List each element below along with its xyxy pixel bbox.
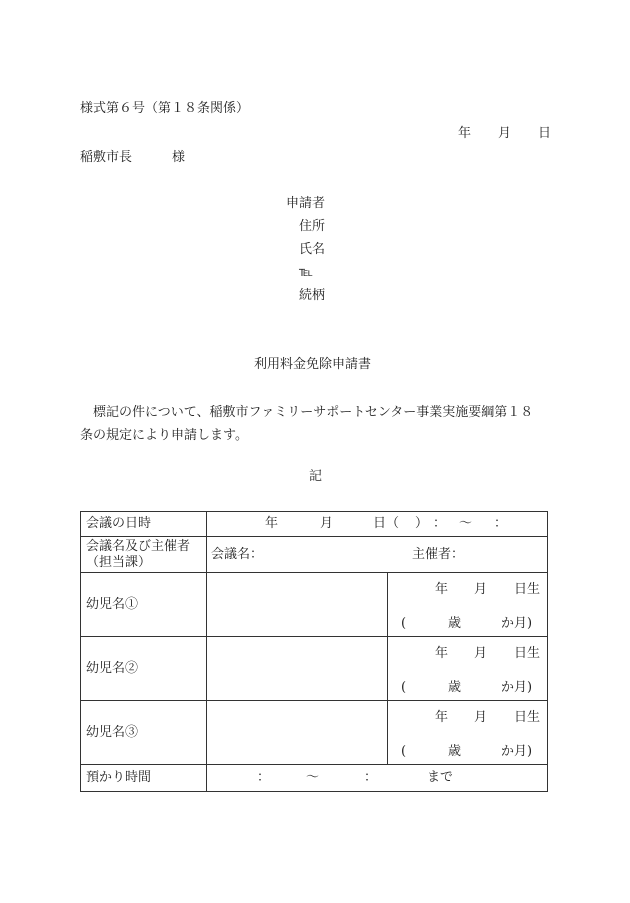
child-1-name-field[interactable] bbox=[207, 573, 388, 637]
custody-until: まで bbox=[427, 770, 454, 785]
form-number: 様式第６号（第１８条関係） bbox=[80, 101, 250, 116]
custody-time-label: 預かり時間 bbox=[86, 770, 152, 785]
body-text-line1: 標記の件について、稲敷市ファミリーサポートセンター事業実施要綱第１８ bbox=[93, 405, 534, 420]
child-1-open-paren: ( bbox=[401, 616, 407, 631]
custody-time-field[interactable] bbox=[207, 765, 548, 792]
child-2-months: か月) bbox=[501, 680, 533, 695]
child-3-months: か月) bbox=[501, 744, 533, 759]
child-3-birth: 日生 bbox=[514, 710, 541, 725]
child-3-birthdate-field[interactable] bbox=[388, 701, 548, 765]
child-3-name-field[interactable] bbox=[207, 701, 388, 765]
child-2-label: 幼児名② bbox=[86, 660, 139, 676]
meeting-start-colon: ： bbox=[433, 516, 447, 531]
child-row bbox=[81, 701, 548, 765]
child-1-age: 歳 bbox=[448, 616, 462, 631]
applicant-tel-label: ℡ bbox=[299, 265, 313, 280]
meeting-weekday-close: ） bbox=[415, 516, 429, 531]
meeting-month-label: 月 bbox=[320, 516, 334, 531]
meeting-tilde: ～ bbox=[459, 516, 473, 531]
child-2-year: 年 bbox=[435, 646, 449, 661]
date-day-label: 日 bbox=[538, 126, 552, 141]
child-row bbox=[81, 573, 548, 637]
child-3-age: 歳 bbox=[448, 744, 462, 759]
meeting-datetime-field[interactable] bbox=[207, 512, 548, 537]
date-year-label: 年 bbox=[458, 126, 472, 141]
child-2-birth: 日生 bbox=[514, 646, 541, 661]
child-1-birth: 日生 bbox=[514, 582, 541, 597]
meeting-datetime-row bbox=[81, 512, 548, 537]
child-2-open-paren: ( bbox=[401, 680, 407, 695]
meeting-end-colon: ： bbox=[494, 516, 508, 531]
child-2-name-field[interactable] bbox=[207, 637, 388, 701]
child-3-open-paren: ( bbox=[401, 744, 407, 759]
applicant-name-label: 氏名 bbox=[299, 242, 326, 257]
body-text-line2: 条の規定により申請します。 bbox=[80, 428, 248, 443]
child-1-months: か月) bbox=[501, 616, 533, 631]
document-title: 利用料金免除申請書 bbox=[254, 357, 372, 372]
meeting-name-field[interactable] bbox=[207, 537, 548, 573]
addressee: 稲敷市長 bbox=[80, 150, 133, 165]
custody-start-colon: ： bbox=[257, 770, 271, 785]
custody-end-colon: ： bbox=[364, 770, 378, 785]
custody-tilde: ～ bbox=[306, 770, 320, 785]
child-2-age: 歳 bbox=[448, 680, 462, 695]
addressee-suffix: 様 bbox=[172, 150, 186, 165]
meeting-name-label-line1: 会議名及び主催者 bbox=[86, 538, 191, 554]
child-1-birthdate-field[interactable] bbox=[388, 573, 548, 637]
meeting-name-caption: 会議名： bbox=[211, 547, 264, 562]
date-month-label: 月 bbox=[498, 126, 512, 141]
child-row bbox=[81, 637, 548, 701]
applicant-address-label: 住所 bbox=[299, 219, 326, 234]
form-table bbox=[80, 511, 548, 792]
child-3-year: 年 bbox=[435, 710, 449, 725]
child-1-year: 年 bbox=[435, 582, 449, 597]
child-1-label: 幼児名① bbox=[86, 596, 139, 612]
meeting-day-label: 日（ bbox=[373, 516, 400, 531]
applicant-relationship-label: 続柄 bbox=[299, 288, 326, 303]
meeting-year-label: 年 bbox=[265, 516, 279, 531]
meeting-name-row bbox=[81, 537, 548, 573]
ki-heading: 記 bbox=[309, 469, 323, 484]
child-1-month: 月 bbox=[474, 582, 488, 597]
child-2-month: 月 bbox=[474, 646, 488, 661]
custody-time-row bbox=[81, 765, 548, 792]
meeting-datetime-label: 会議の日時 bbox=[86, 516, 152, 531]
organizer-caption: 主催者： bbox=[412, 547, 465, 562]
applicant-title: 申請者 bbox=[286, 196, 326, 211]
child-3-month: 月 bbox=[474, 710, 488, 725]
child-3-label: 幼児名③ bbox=[86, 724, 139, 740]
meeting-name-label-line2: （担当課） bbox=[86, 554, 152, 570]
child-2-birthdate-field[interactable] bbox=[388, 637, 548, 701]
